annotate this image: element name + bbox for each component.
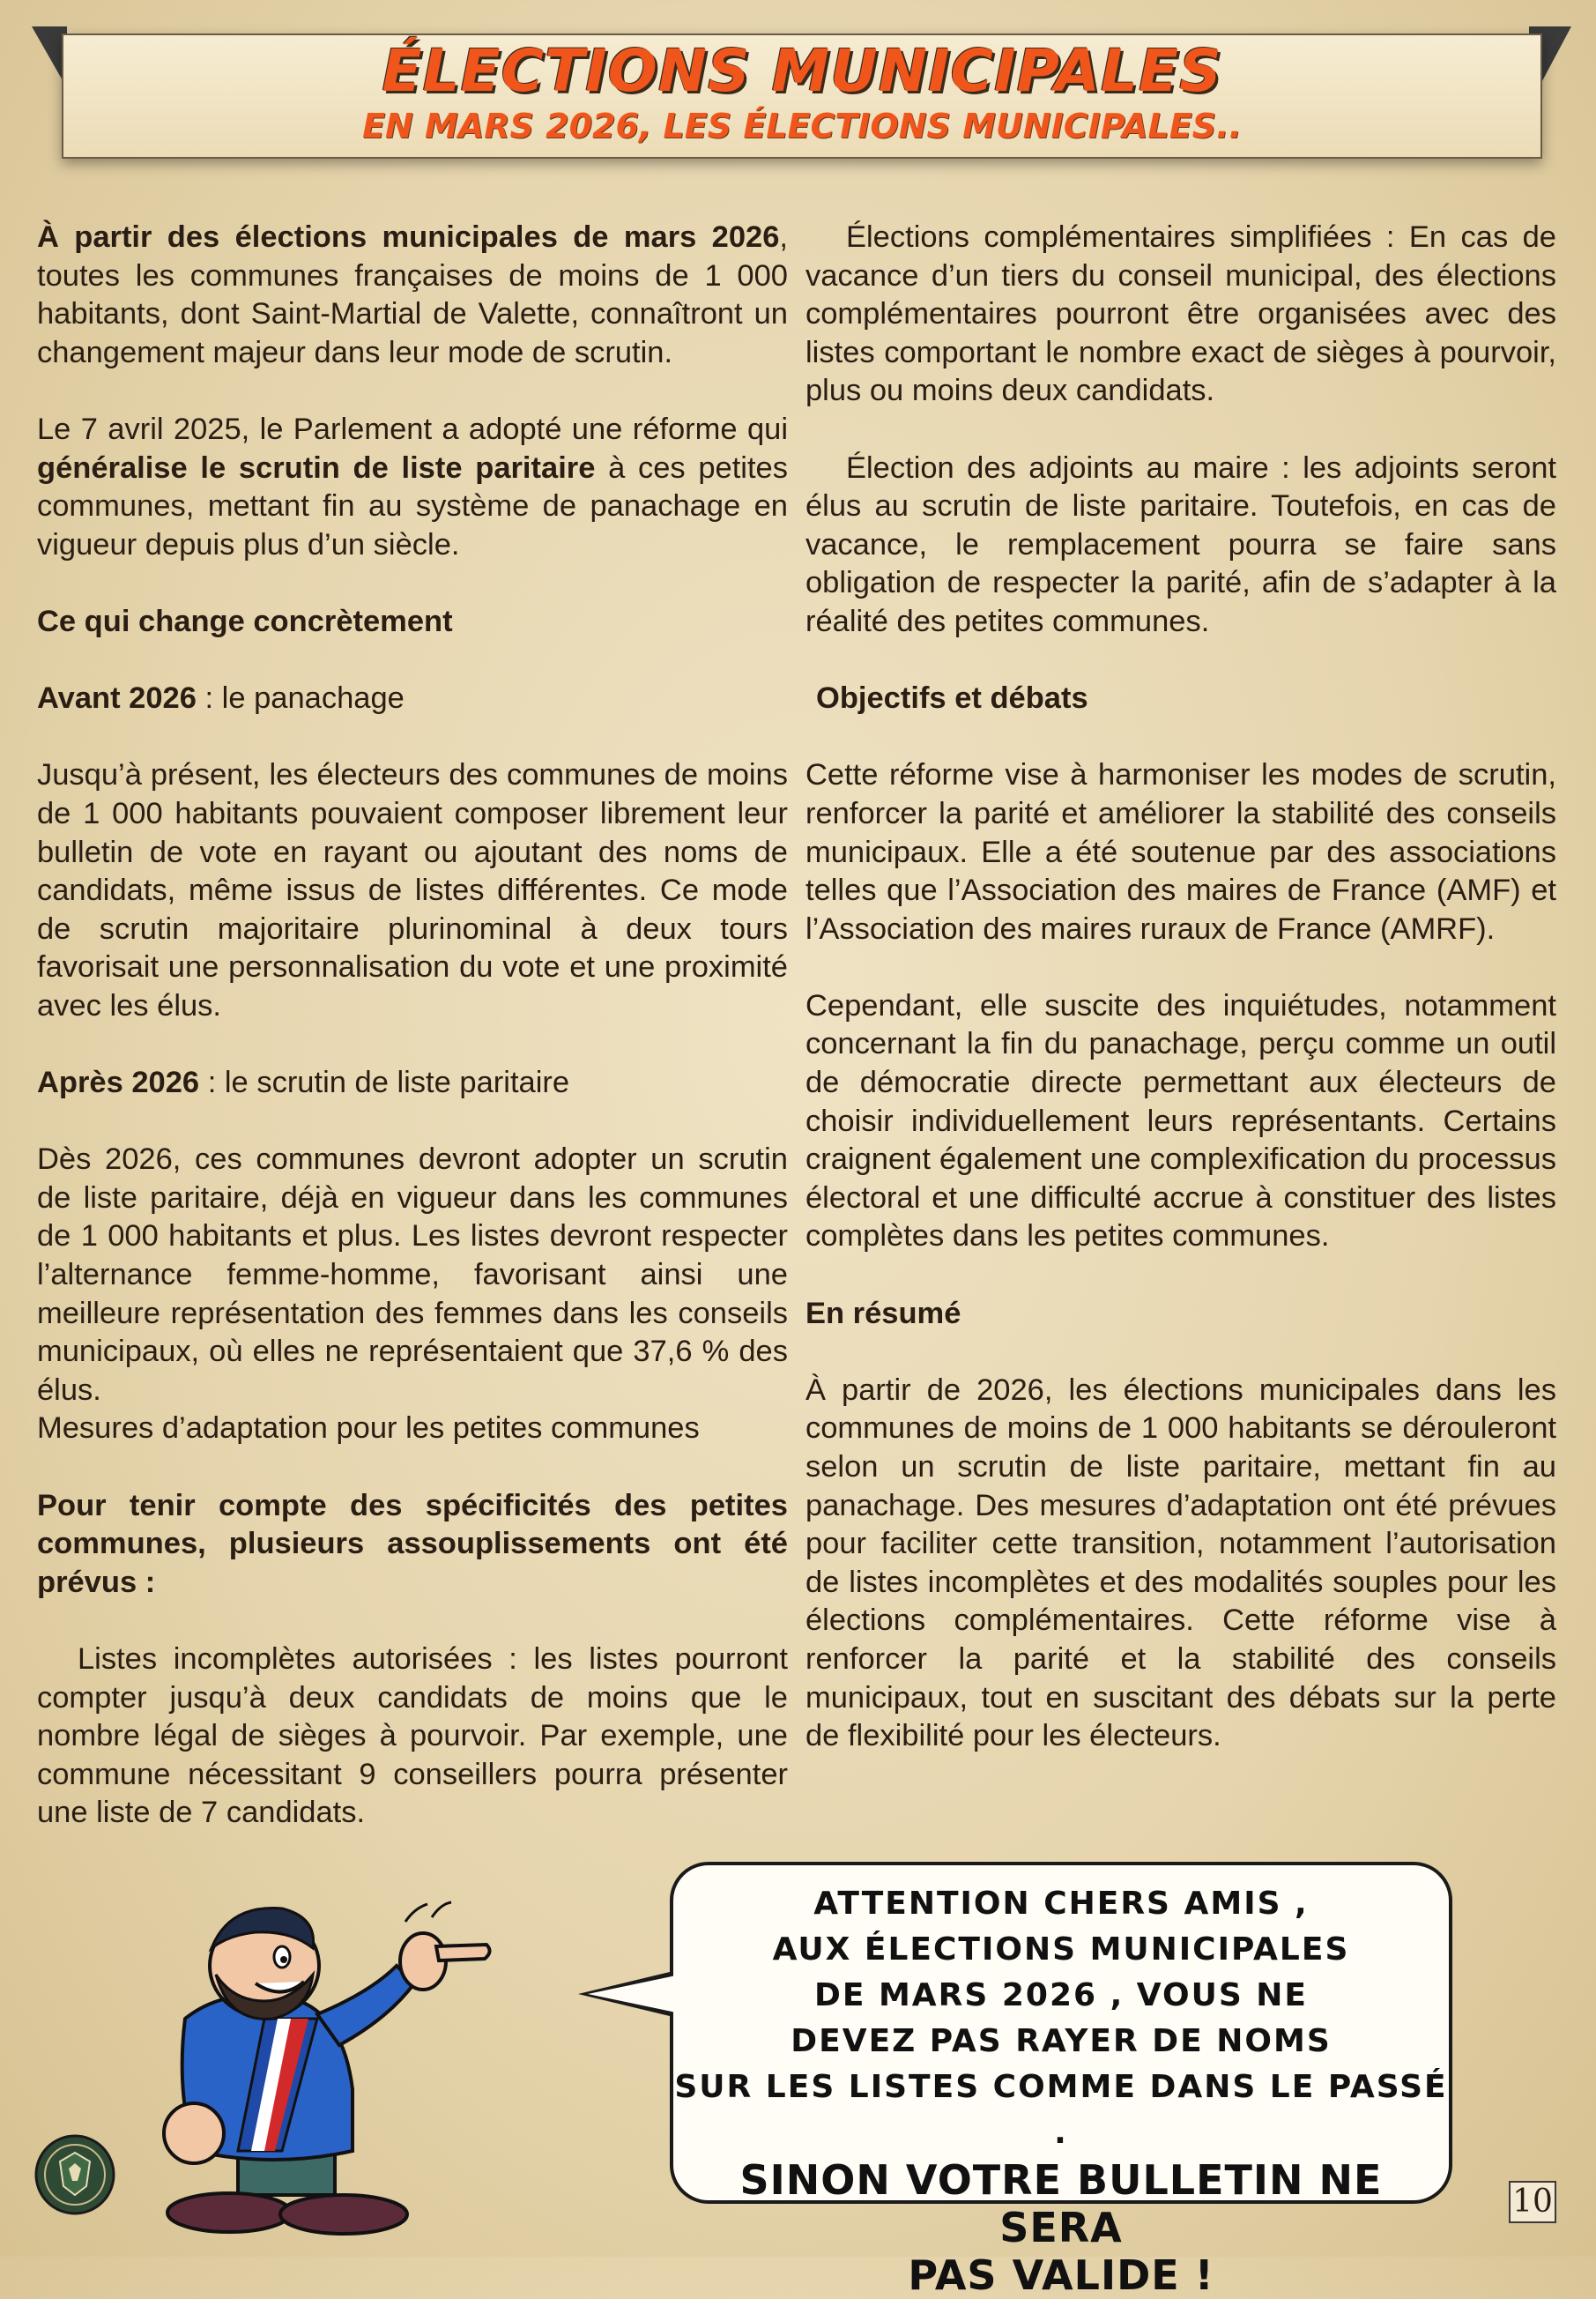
bubble-line-2: AUX ÉLECTIONS MUNICIPALES	[772, 1931, 1350, 1968]
bubble-line-3: DE MARS 2026 , VOUS NE	[813, 1977, 1309, 2013]
bubble-line-4: DEVEZ PAS RAYER DE NOMS	[791, 2023, 1332, 2059]
intro-text: , toutes les communes françaises de moins de 1 000 habitants, dont Saint-Martial de Valette, connaîtront un changement majeur dans leur mode de scrutin.	[37, 220, 788, 369]
adaptation-line: Mesures d’adaptation pour les petites communes	[37, 1411, 700, 1446]
specifics-heading: Pour tenir compte des spécificités des petites communes, plusieurs assouplissements ont été prévus :	[37, 1488, 788, 1599]
before-rest: : le panachage	[196, 681, 405, 716]
mayor-cartoon-illustration	[132, 1869, 546, 2239]
changes-heading: Ce qui change concrètement	[37, 604, 453, 638]
summary-heading: En résumé	[805, 1296, 961, 1330]
objectives-heading: Objectifs et débats	[816, 681, 1088, 716]
page-subtitle: EN MARS 2026, LES ÉLECTIONS MUNICIPALES..	[362, 107, 1242, 145]
bubble-line-5: SUR LES LISTES COMME DANS LE PASSÉ .	[674, 2069, 1448, 2151]
bubble-line-1: ATTENTION CHERS AMIS ,	[813, 1886, 1309, 1922]
reform-paragraph	[37, 411, 788, 564]
objectives-paragraph: Cette réforme vise à harmoniser les modes de scrutin, renforcer la parité et améliorer la stabilité des conseils municipaux. Elle a été soutenue par des associations telles que l’Association des maires de France (AMF) et l’Association des maires ruraux de France (AMRF).	[805, 758, 1556, 946]
after-bold: Après 2026	[37, 1066, 200, 1100]
intro-bold: À partir des élections municipales de mars 2026	[37, 220, 780, 254]
speech-bubble-tail-inner	[588, 1975, 676, 2013]
after-paragraph: Dès 2026, ces communes devront adopter un scrutin de liste paritaire, déjà en vigueur dans les communes de 1 000 habitants et plus. Les listes devront respecter l’alternance femme-homme, favorisant ainsi une meilleure représentation des femmes dans les conseils municipaux, où elles ne représentaient que 37,6 % des élus.	[37, 1142, 788, 1407]
municipal-crest-icon	[33, 2133, 116, 2216]
deputies-paragraph: Élection des adjoints au maire : les adjoints seront élus au scrutin de liste paritaire. Toutefois, en cas de vacance, le remplacement pourra se faire sans obligation de respecter la parité, afin de s’adapter à la réalité des petites communes.	[805, 450, 1556, 638]
right-column	[805, 219, 1556, 1794]
speech-bubble	[670, 1862, 1452, 2299]
header-banner	[62, 33, 1542, 159]
reform-start: Le 7 avril 2025, le Parlement a adopté une réforme qui	[37, 412, 788, 446]
page-title: ÉLECTIONS MUNICIPALES	[382, 37, 1222, 105]
incomplete-lists-paragraph: Listes incomplètes autorisées : les listes pourront compter jusqu’à deux candidats de moins que le nombre légal de sièges à pourvoir. Par exemple, une commune nécessitant 9 conseillers pourra présenter une liste de 7 candidats.	[37, 1641, 788, 1830]
reform-end: à ces petites communes, mettant fin au système de panachage en vigueur depuis plus d’un siècle.	[37, 450, 788, 562]
after-heading	[37, 1064, 788, 1103]
bubble-line-7: PAS VALIDE !	[908, 2251, 1214, 2299]
before-bold: Avant 2026	[37, 681, 197, 716]
before-heading	[37, 680, 788, 718]
intro-paragraph	[37, 219, 788, 372]
left-column	[37, 219, 788, 1871]
summary-paragraph: À partir de 2026, les élections municipales dans les communes de moins de 1 000 habitants se dérouleront selon un scrutin de liste paritaire, mettant fin au panachage. Des mesures d’adaptation ont été prévues pour faciliter cette transition, notamment l’autorisation de listes incomplètes et des modalités souples pour les élections complémentaires. Cette réforme vise à renforcer la parité et la stabilité des conseils municipaux, tout en suscitant des débats sur la perte de flexibilité pour les électeurs.	[805, 1373, 1556, 1753]
concerns-paragraph: Cependant, elle suscite des inquiétudes, notamment concernant la fin du panachage, perçu comme un outil de démocratie directe permettant aux électeurs de choisir individuellement leurs représentants. Certains craignent également une complexification du processus électoral et une difficulté accrue à constituer des listes complètes dans les petites communes.	[805, 988, 1556, 1254]
after-rest: : le scrutin de liste paritaire	[199, 1066, 570, 1100]
page-number: 10	[1509, 2181, 1556, 2223]
reform-bold: généralise le scrutin de liste paritaire	[37, 450, 596, 485]
bubble-line-6: SINON VOTRE BULLETIN NE SERA	[739, 2156, 1383, 2251]
complementary-paragraph: Élections complémentaires simplifiées : En cas de vacance d’un tiers du conseil municipal, des élections complémentaires pourront être organisées avec des listes comportant le nombre exact de sièges à pourvoir, plus ou moins deux candidats.	[805, 220, 1556, 408]
before-paragraph: Jusqu’à présent, les électeurs des communes de moins de 1 000 habitants pouvaient composer librement leur bulletin de vote en rayant ou ajoutant des noms de candidats, même issus de listes différentes. Ce mode de scrutin majoritaire plurinominal à deux tours favorisait une personnalisation du vote et une proximité avec les élus.	[37, 758, 788, 1023]
